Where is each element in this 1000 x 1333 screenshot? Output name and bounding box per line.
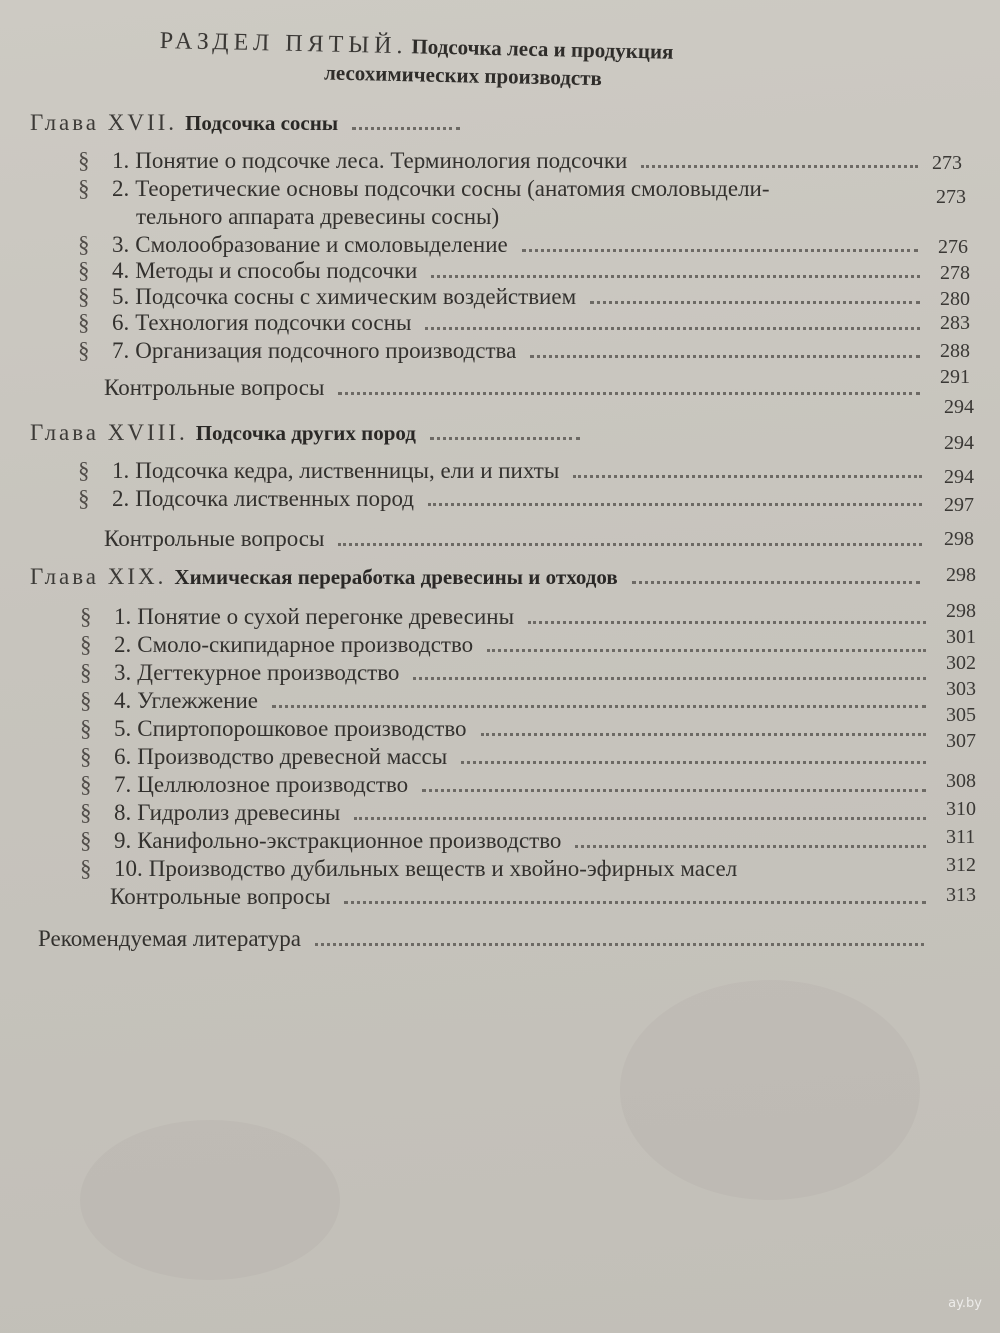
page-number: 298: [946, 564, 976, 586]
page-number: 308: [946, 770, 976, 792]
page-number: 303: [946, 678, 976, 700]
leader-dots: [422, 789, 926, 792]
page-number: 294: [944, 466, 974, 488]
section-sign: §: [78, 284, 90, 309]
item-title: Понятие о сухой перегонке древесины: [137, 604, 515, 629]
item-title: Понятие о подсочке леса. Терминология подсочки: [135, 148, 628, 173]
section-sign: §: [80, 660, 92, 685]
item-title: Спиртопорошковое производство: [137, 716, 467, 741]
leader-dots: [590, 301, 920, 304]
section-sign: §: [78, 310, 90, 335]
section-sign: §: [80, 800, 92, 825]
leader-dots: [272, 705, 926, 708]
toc-item[interactable]: [80, 800, 936, 830]
leader-dots: [338, 543, 922, 546]
item-title-continued: тельного аппарата древесины сосны): [136, 204, 500, 229]
item-title: Дегтекурное производство: [137, 660, 400, 685]
item-number: 7.: [114, 772, 132, 797]
toc-item[interactable]: [78, 486, 932, 516]
section-title-line2: лесохимических производств: [323, 60, 603, 91]
toc-item[interactable]: [80, 716, 936, 746]
item-number: 5.: [112, 284, 130, 309]
control-questions[interactable]: [110, 884, 936, 914]
toc-item-continuation: [136, 204, 876, 234]
item-number: 4.: [112, 258, 130, 283]
leader-dots: [632, 581, 920, 584]
chapter-label: Глава XVII.: [30, 110, 178, 135]
item-title: Производство дубильных веществ и хвойно-эфирных масел: [148, 856, 738, 881]
section-sign: §: [78, 458, 90, 483]
section-sign: §: [80, 744, 92, 769]
questions-title: Контрольные вопросы: [110, 884, 331, 909]
item-number: 10.: [114, 856, 143, 881]
questions-title: Контрольные вопросы: [104, 375, 325, 400]
section-sign: §: [80, 632, 92, 657]
item-number: 8.: [114, 800, 132, 825]
chapter-title: Подсочка сосны: [185, 111, 339, 135]
page-number: 302: [946, 652, 976, 674]
item-title: Смолообразование и смоловыделение: [135, 232, 508, 257]
page-number: 291: [940, 366, 970, 388]
page-number: 273: [936, 186, 966, 208]
leader-dots: [461, 761, 926, 764]
chapter-title: Подсочка других пород: [195, 421, 416, 445]
section-sign: §: [78, 338, 90, 363]
leader-dots: [413, 677, 926, 680]
section-sign: §: [78, 176, 90, 201]
chapter-heading[interactable]: [30, 564, 930, 594]
leader-dots: [315, 943, 924, 946]
toc-item[interactable]: [78, 310, 930, 340]
questions-title: Контрольные вопросы: [104, 526, 325, 551]
toc-item[interactable]: [80, 632, 936, 662]
item-title: Гидролиз древесины: [137, 800, 341, 825]
item-title: Смоло-скипидарное производство: [137, 632, 474, 657]
page-number: 294: [944, 432, 974, 454]
page-number: 288: [940, 340, 970, 362]
page-number: 294: [944, 396, 974, 418]
item-number: 3.: [114, 660, 132, 685]
page-number: 307: [946, 730, 976, 752]
section-sign: §: [78, 232, 90, 257]
leader-dots: [425, 327, 920, 330]
item-number: 2.: [114, 632, 132, 657]
toc-item[interactable]: [80, 828, 936, 858]
page-number: 297: [944, 494, 974, 516]
leader-dots: [428, 503, 922, 506]
section-title-line1: Подсочка леса и продукция: [411, 34, 674, 64]
page-number: 278: [940, 262, 970, 284]
chapter-label: Глава XVIII.: [30, 420, 188, 445]
page-number: 273: [932, 152, 962, 174]
item-title: Целлюлозное производство: [137, 772, 409, 797]
control-questions[interactable]: [104, 375, 930, 405]
section-sign: §: [78, 258, 90, 283]
item-number: 4.: [114, 688, 132, 713]
page-number: 305: [946, 704, 976, 726]
item-title: Производство древесной массы: [137, 744, 448, 769]
item-number: 1.: [112, 458, 130, 483]
page-number: 312: [946, 854, 976, 876]
toc-item[interactable]: [80, 772, 936, 802]
leader-dots: [430, 437, 580, 440]
chapter-heading[interactable]: [30, 110, 470, 140]
toc-item[interactable]: [80, 856, 980, 886]
page-number: 280: [940, 288, 970, 310]
item-title: Методы и способы подсочки: [135, 258, 418, 283]
item-number: 1.: [114, 604, 132, 629]
section-sign: §: [80, 772, 92, 797]
toc-item[interactable]: [78, 148, 928, 178]
page-number: 310: [946, 798, 976, 820]
toc-item[interactable]: [80, 744, 936, 774]
leader-dots: [528, 621, 926, 624]
page-number: 298: [944, 528, 974, 550]
section-sign: §: [80, 828, 92, 853]
toc-item[interactable]: [80, 688, 936, 718]
control-questions[interactable]: [104, 526, 932, 556]
leader-dots: [431, 275, 920, 278]
section-sign: §: [80, 856, 92, 881]
page-number: 298: [946, 600, 976, 622]
leader-dots: [344, 901, 926, 904]
leader-dots: [352, 127, 460, 130]
item-number: 9.: [114, 828, 132, 853]
section-sign: §: [80, 716, 92, 741]
item-title: Теоретические основы подсочки сосны (анатомия смоловыдели-: [135, 176, 770, 201]
recommended-literature[interactable]: [38, 926, 934, 956]
toc-item[interactable]: [80, 660, 936, 690]
leader-dots: [481, 733, 926, 736]
toc-item[interactable]: [78, 458, 932, 488]
chapter-title: Химическая переработка древесины и отходов: [174, 565, 618, 589]
section-sign: §: [78, 486, 90, 511]
page-number: 283: [940, 312, 970, 334]
leader-dots: [487, 649, 926, 652]
item-number: 3.: [112, 232, 130, 257]
leader-dots: [573, 475, 922, 478]
page-number: 276: [938, 236, 968, 258]
watermark: ay.by: [948, 1296, 982, 1311]
leader-dots: [575, 845, 926, 848]
page-number: 311: [946, 826, 976, 848]
leader-dots: [641, 165, 918, 168]
item-title: Технология подсочки сосны: [135, 310, 412, 335]
item-title: Подсочка кедра, лиственницы, ели и пихты: [135, 458, 560, 483]
section-prefix: РАЗДЕЛ ПЯТЫЙ.: [159, 28, 408, 60]
item-number: 5.: [114, 716, 132, 741]
item-title: Организация подсочного производства: [135, 338, 517, 363]
item-number: 2.: [112, 176, 130, 201]
leader-dots: [354, 817, 926, 820]
item-title: Подсочка лиственных пород: [135, 486, 415, 511]
toc-item[interactable]: [78, 338, 930, 368]
toc-item[interactable]: [80, 604, 936, 634]
item-number: 6.: [114, 744, 132, 769]
item-number: 6.: [112, 310, 130, 335]
chapter-label: Глава XIX.: [30, 564, 167, 589]
section-sign: §: [80, 604, 92, 629]
leader-dots: [338, 392, 920, 395]
item-title: Подсочка сосны с химическим воздействием: [135, 284, 577, 309]
chapter-heading[interactable]: [30, 420, 590, 450]
item-title: Углежжение: [137, 688, 258, 713]
leader-dots: [530, 355, 920, 358]
item-number: 7.: [112, 338, 130, 363]
item-number: 2.: [112, 486, 130, 511]
item-number: 1.: [112, 148, 130, 173]
section-sign: §: [80, 688, 92, 713]
toc-item[interactable]: [78, 176, 958, 206]
item-title: Канифольно-экстракционное производство: [137, 828, 562, 853]
page-number: 313: [946, 884, 976, 906]
leader-dots: [522, 249, 918, 252]
page-number: 301: [946, 626, 976, 648]
section-sign: §: [78, 148, 90, 173]
literature-title: Рекомендуемая литература: [38, 926, 301, 951]
